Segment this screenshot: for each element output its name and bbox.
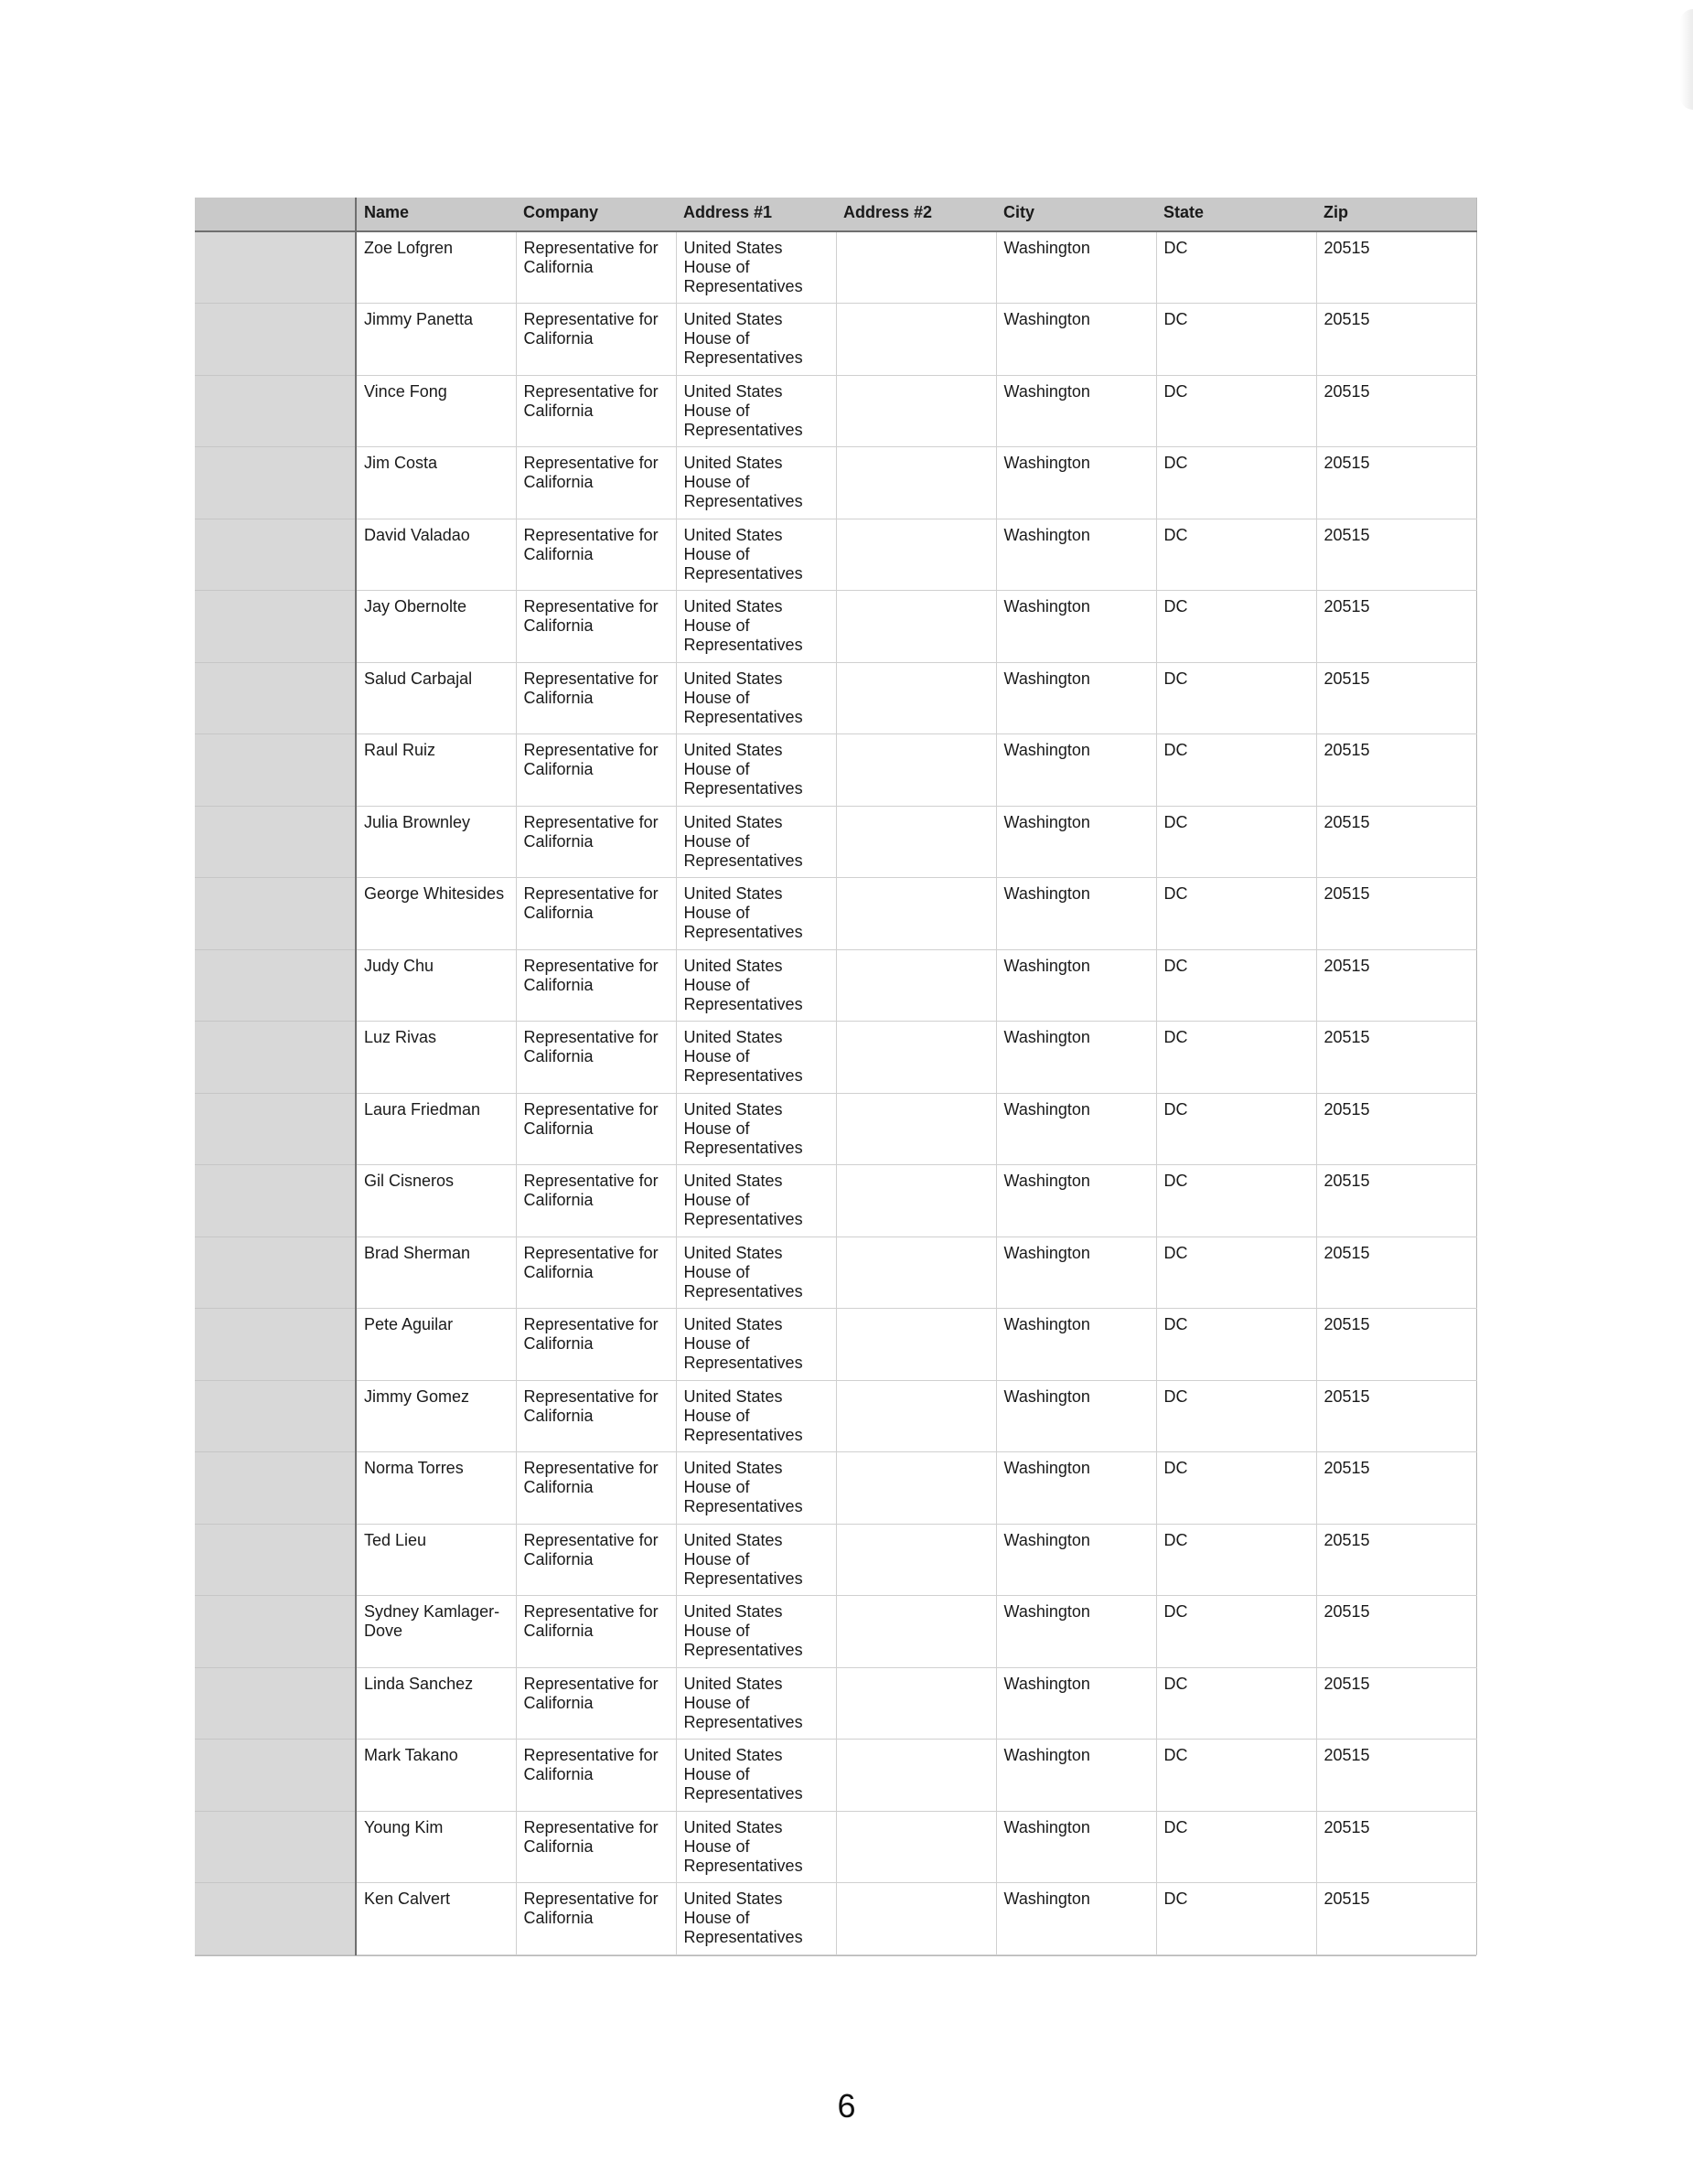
cell-city: Washington [996, 1740, 1156, 1812]
cell-state: DC [1156, 1022, 1316, 1094]
column-header-zip: Zip [1316, 198, 1476, 231]
cell-address-1: United States House of Representatives [676, 1667, 836, 1740]
cell-address-2 [836, 1165, 996, 1237]
row-header [195, 1740, 356, 1812]
cell-company: Representative for California [516, 878, 676, 950]
cell-name: Young Kim [356, 1811, 516, 1883]
cell-city: Washington [996, 519, 1156, 591]
cell-city: Washington [996, 1811, 1156, 1883]
address-table [195, 198, 1477, 1955]
cell-name: Luz Rivas [356, 1022, 516, 1094]
cell-name: Vince Fong [356, 375, 516, 447]
cell-name: Judy Chu [356, 949, 516, 1022]
cell-address-2 [836, 878, 996, 950]
cell-state: DC [1156, 806, 1316, 878]
cell-zip: 20515 [1316, 447, 1476, 519]
cell-state: DC [1156, 1740, 1316, 1812]
cell-zip: 20515 [1316, 1380, 1476, 1452]
cell-address-2 [836, 447, 996, 519]
header-row [195, 198, 1476, 231]
cell-state: DC [1156, 734, 1316, 807]
cell-zip: 20515 [1316, 1165, 1476, 1237]
cell-name: George Whitesides [356, 878, 516, 950]
cell-company: Representative for California [516, 1093, 676, 1165]
cell-state: DC [1156, 231, 1316, 304]
cell-city: Washington [996, 1380, 1156, 1452]
cell-company: Representative for California [516, 375, 676, 447]
cell-name: Linda Sanchez [356, 1667, 516, 1740]
cell-city: Washington [996, 447, 1156, 519]
cell-address-1: United States House of Representatives [676, 1740, 836, 1812]
cell-city: Washington [996, 304, 1156, 376]
cell-company: Representative for California [516, 231, 676, 304]
cell-address-1: United States House of Representatives [676, 1524, 836, 1596]
cell-state: DC [1156, 1093, 1316, 1165]
row-header [195, 1165, 356, 1237]
cell-name: Salud Carbajal [356, 662, 516, 734]
table-row [195, 1022, 1476, 1094]
row-header [195, 1093, 356, 1165]
cell-address-2 [836, 1596, 996, 1668]
row-header [195, 591, 356, 663]
cell-company: Representative for California [516, 1022, 676, 1094]
cell-zip: 20515 [1316, 806, 1476, 878]
column-header-state: State [1156, 198, 1316, 231]
cell-address-1: United States House of Representatives [676, 1237, 836, 1309]
cell-zip: 20515 [1316, 1883, 1476, 1955]
row-header [195, 231, 356, 304]
cell-address-2 [836, 304, 996, 376]
cell-company: Representative for California [516, 591, 676, 663]
cell-company: Representative for California [516, 1524, 676, 1596]
cell-state: DC [1156, 1452, 1316, 1525]
table-row [195, 447, 1476, 519]
cell-company: Representative for California [516, 1452, 676, 1525]
table-row [195, 1883, 1476, 1955]
cell-name: Norma Torres [356, 1452, 516, 1525]
cell-company: Representative for California [516, 1309, 676, 1381]
cell-company: Representative for California [516, 806, 676, 878]
table-body [195, 231, 1476, 1954]
cell-name: Zoe Lofgren [356, 231, 516, 304]
row-header [195, 304, 356, 376]
cell-state: DC [1156, 1237, 1316, 1309]
cell-name: Gil Cisneros [356, 1165, 516, 1237]
cell-name: Raul Ruiz [356, 734, 516, 807]
cell-city: Washington [996, 734, 1156, 807]
cell-name: Brad Sherman [356, 1237, 516, 1309]
column-header-city: City [996, 198, 1156, 231]
cell-address-2 [836, 1883, 996, 1955]
table-row [195, 1596, 1476, 1668]
row-header [195, 1596, 356, 1668]
row-header [195, 662, 356, 734]
column-header-address-2: Address #2 [836, 198, 996, 231]
cell-zip: 20515 [1316, 519, 1476, 591]
cell-name: Ken Calvert [356, 1883, 516, 1955]
cell-state: DC [1156, 662, 1316, 734]
cell-name: Jimmy Gomez [356, 1380, 516, 1452]
cell-zip: 20515 [1316, 304, 1476, 376]
cell-state: DC [1156, 304, 1316, 376]
row-header [195, 1237, 356, 1309]
cell-city: Washington [996, 1883, 1156, 1955]
table-row [195, 878, 1476, 950]
cell-address-2 [836, 734, 996, 807]
cell-company: Representative for California [516, 1667, 676, 1740]
cell-name: Jay Obernolte [356, 591, 516, 663]
cell-company: Representative for California [516, 1596, 676, 1668]
cell-address-1: United States House of Representatives [676, 304, 836, 376]
cell-city: Washington [996, 806, 1156, 878]
cell-address-2 [836, 1022, 996, 1094]
cell-city: Washington [996, 1524, 1156, 1596]
cell-zip: 20515 [1316, 662, 1476, 734]
cell-address-2 [836, 1093, 996, 1165]
corner-cell [195, 198, 356, 231]
cell-company: Representative for California [516, 662, 676, 734]
cell-company: Representative for California [516, 1237, 676, 1309]
cell-city: Washington [996, 231, 1156, 304]
cell-zip: 20515 [1316, 231, 1476, 304]
cell-state: DC [1156, 1380, 1316, 1452]
cell-address-1: United States House of Representatives [676, 662, 836, 734]
cell-address-2 [836, 375, 996, 447]
cell-address-2 [836, 1524, 996, 1596]
cell-state: DC [1156, 1524, 1316, 1596]
cell-address-2 [836, 1667, 996, 1740]
row-header [195, 1022, 356, 1094]
cell-company: Representative for California [516, 1740, 676, 1812]
cell-name: Sydney Kamlager-Dove [356, 1596, 516, 1668]
cell-zip: 20515 [1316, 1740, 1476, 1812]
cell-zip: 20515 [1316, 1237, 1476, 1309]
cell-zip: 20515 [1316, 949, 1476, 1022]
cell-city: Washington [996, 1596, 1156, 1668]
row-header [195, 734, 356, 807]
cell-address-1: United States House of Representatives [676, 1452, 836, 1525]
cell-address-1: United States House of Representatives [676, 591, 836, 663]
table-row [195, 949, 1476, 1022]
cell-address-2 [836, 806, 996, 878]
page-edge-shadow [1680, 9, 1693, 110]
cell-city: Washington [996, 1667, 1156, 1740]
cell-address-2 [836, 1380, 996, 1452]
cell-address-1: United States House of Representatives [676, 1022, 836, 1094]
cell-address-2 [836, 662, 996, 734]
cell-zip: 20515 [1316, 734, 1476, 807]
cell-address-1: United States House of Representatives [676, 1380, 836, 1452]
cell-state: DC [1156, 1165, 1316, 1237]
cell-city: Washington [996, 1022, 1156, 1094]
cell-city: Washington [996, 949, 1156, 1022]
table-row [195, 304, 1476, 376]
table-row [195, 1093, 1476, 1165]
table-row [195, 1380, 1476, 1452]
cell-city: Washington [996, 662, 1156, 734]
row-header [195, 806, 356, 878]
cell-state: DC [1156, 447, 1316, 519]
cell-state: DC [1156, 878, 1316, 950]
cell-address-1: United States House of Representatives [676, 1883, 836, 1955]
cell-state: DC [1156, 1811, 1316, 1883]
cell-zip: 20515 [1316, 1667, 1476, 1740]
cell-company: Representative for California [516, 519, 676, 591]
table-row [195, 806, 1476, 878]
cell-name: Ted Lieu [356, 1524, 516, 1596]
spreadsheet-table [195, 198, 1476, 1956]
cell-city: Washington [996, 1093, 1156, 1165]
cell-company: Representative for California [516, 734, 676, 807]
cell-address-1: United States House of Representatives [676, 519, 836, 591]
row-header [195, 447, 356, 519]
cell-address-1: United States House of Representatives [676, 1309, 836, 1381]
cell-state: DC [1156, 519, 1316, 591]
cell-address-1: United States House of Representatives [676, 878, 836, 950]
table-row [195, 1452, 1476, 1525]
table-row [195, 375, 1476, 447]
cell-address-1: United States House of Representatives [676, 1596, 836, 1668]
cell-state: DC [1156, 1309, 1316, 1381]
table-row [195, 231, 1476, 304]
cell-zip: 20515 [1316, 878, 1476, 950]
cell-zip: 20515 [1316, 1811, 1476, 1883]
cell-company: Representative for California [516, 1883, 676, 1955]
cell-address-2 [836, 231, 996, 304]
cell-zip: 20515 [1316, 1596, 1476, 1668]
table-row [195, 1165, 1476, 1237]
cell-company: Representative for California [516, 1165, 676, 1237]
cell-city: Washington [996, 1452, 1156, 1525]
cell-company: Representative for California [516, 1380, 676, 1452]
table-row [195, 662, 1476, 734]
cell-state: DC [1156, 1883, 1316, 1955]
cell-address-1: United States House of Representatives [676, 447, 836, 519]
row-header [195, 519, 356, 591]
cell-zip: 20515 [1316, 1524, 1476, 1596]
row-header [195, 375, 356, 447]
cell-state: DC [1156, 949, 1316, 1022]
cell-state: DC [1156, 591, 1316, 663]
cell-city: Washington [996, 1309, 1156, 1381]
page-number: 6 [837, 2087, 856, 2125]
row-header [195, 949, 356, 1022]
cell-company: Representative for California [516, 1811, 676, 1883]
table-row [195, 1524, 1476, 1596]
cell-zip: 20515 [1316, 591, 1476, 663]
cell-city: Washington [996, 375, 1156, 447]
cell-company: Representative for California [516, 949, 676, 1022]
cell-address-1: United States House of Representatives [676, 1811, 836, 1883]
cell-address-1: United States House of Representatives [676, 806, 836, 878]
row-header [195, 1667, 356, 1740]
cell-company: Representative for California [516, 447, 676, 519]
cell-name: Jimmy Panetta [356, 304, 516, 376]
table-row [195, 734, 1476, 807]
row-header [195, 1380, 356, 1452]
cell-address-2 [836, 1452, 996, 1525]
cell-name: Laura Friedman [356, 1093, 516, 1165]
cell-state: DC [1156, 375, 1316, 447]
cell-zip: 20515 [1316, 1452, 1476, 1525]
table-row [195, 1667, 1476, 1740]
cell-address-1: United States House of Representatives [676, 1165, 836, 1237]
cell-state: DC [1156, 1596, 1316, 1668]
column-header-company: Company [516, 198, 676, 231]
cell-city: Washington [996, 591, 1156, 663]
cell-address-1: United States House of Representatives [676, 949, 836, 1022]
cell-name: Jim Costa [356, 447, 516, 519]
cell-name: David Valadao [356, 519, 516, 591]
cell-zip: 20515 [1316, 1022, 1476, 1094]
cell-address-2 [836, 1237, 996, 1309]
cell-zip: 20515 [1316, 1309, 1476, 1381]
table-row [195, 1740, 1476, 1812]
row-header [195, 1452, 356, 1525]
cell-address-1: United States House of Representatives [676, 1093, 836, 1165]
cell-state: DC [1156, 1667, 1316, 1740]
cell-address-2 [836, 1811, 996, 1883]
cell-address-2 [836, 949, 996, 1022]
cell-city: Washington [996, 878, 1156, 950]
cell-zip: 20515 [1316, 375, 1476, 447]
cell-city: Washington [996, 1165, 1156, 1237]
cell-zip: 20515 [1316, 1093, 1476, 1165]
cell-company: Representative for California [516, 304, 676, 376]
cell-address-2 [836, 1309, 996, 1381]
cell-address-2 [836, 1740, 996, 1812]
cell-name: Pete Aguilar [356, 1309, 516, 1381]
row-header [195, 878, 356, 950]
cell-address-2 [836, 519, 996, 591]
table-row [195, 591, 1476, 663]
cell-city: Washington [996, 1237, 1156, 1309]
cell-name: Mark Takano [356, 1740, 516, 1812]
row-header [195, 1309, 356, 1381]
row-header [195, 1811, 356, 1883]
column-header-name: Name [356, 198, 516, 231]
row-header [195, 1883, 356, 1955]
table-row [195, 1811, 1476, 1883]
cell-address-1: United States House of Representatives [676, 231, 836, 304]
table-row [195, 1309, 1476, 1381]
table-row [195, 1237, 1476, 1309]
table-row [195, 519, 1476, 591]
row-header [195, 1524, 356, 1596]
cell-name: Julia Brownley [356, 806, 516, 878]
column-header-address-1: Address #1 [676, 198, 836, 231]
cell-address-1: United States House of Representatives [676, 734, 836, 807]
cell-address-1: United States House of Representatives [676, 375, 836, 447]
cell-address-2 [836, 591, 996, 663]
